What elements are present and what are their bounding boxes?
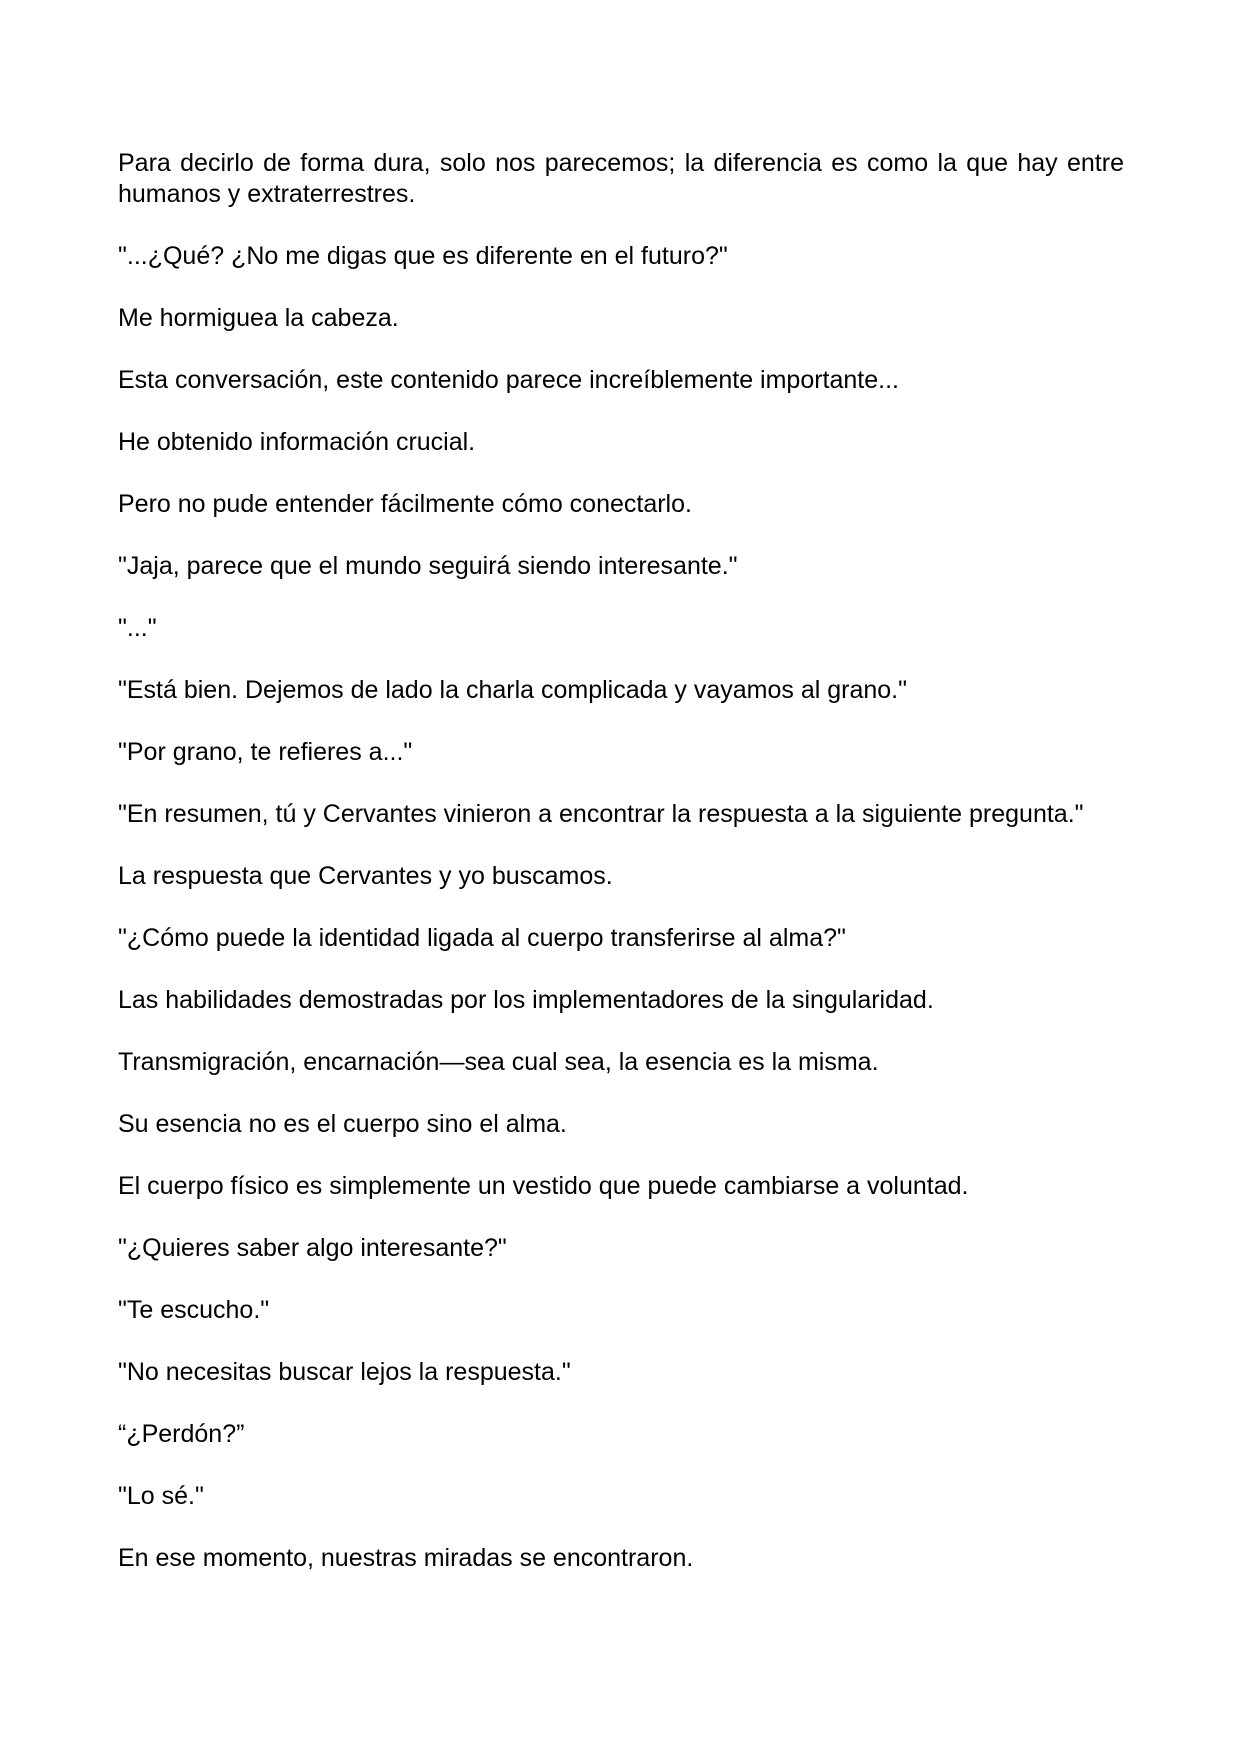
paragraph: "Está bien. Dejemos de lado la charla complicada y vayamos al grano." (118, 676, 907, 704)
paragraph: Pero no pude entender fácilmente cómo conectarlo. (118, 490, 692, 518)
paragraph: “¿Perdón?” (118, 1420, 245, 1448)
paragraph: "Lo sé." (118, 1482, 204, 1510)
paragraph: "Jaja, parece que el mundo seguirá siendo interesante." (118, 552, 738, 580)
paragraph: Para decirlo de forma dura, solo nos parecemos; la diferencia es como la que hay entre humanos y extraterrestres. (118, 149, 1124, 208)
paragraph: "No necesitas buscar lejos la respuesta." (118, 1358, 571, 1386)
paragraph: "¿Quieres saber algo interesante?" (118, 1234, 507, 1262)
paragraph: "Por grano, te refieres a..." (118, 738, 413, 766)
paragraph: "..." (118, 614, 157, 642)
paragraph: "En resumen, tú y Cervantes vinieron a encontrar la respuesta a la siguiente pregunta." (118, 800, 1084, 828)
paragraph: Esta conversación, este contenido parece increíblemente importante... (118, 366, 899, 394)
paragraph: En ese momento, nuestras miradas se encontraron. (118, 1544, 694, 1572)
paragraph: "¿Cómo puede la identidad ligada al cuerpo transferirse al alma?" (118, 924, 846, 952)
body-text (118, 148, 1124, 1574)
paragraph: Su esencia no es el cuerpo sino el alma. (118, 1110, 567, 1138)
paragraph: El cuerpo físico es simplemente un vestido que puede cambiarse a voluntad. (118, 1172, 969, 1200)
paragraph: He obtenido información crucial. (118, 428, 476, 456)
paragraph: Las habilidades demostradas por los implementadores de la singularidad. (118, 986, 934, 1014)
paragraph: "...¿Qué? ¿No me digas que es diferente en el futuro?" (118, 242, 728, 270)
paragraph: Me hormiguea la cabeza. (118, 304, 399, 332)
paragraph: "Te escucho." (118, 1296, 270, 1324)
paragraph: La respuesta que Cervantes y yo buscamos. (118, 862, 613, 890)
paragraph: Transmigración, encarnación—sea cual sea, la esencia es la misma. (118, 1048, 879, 1076)
